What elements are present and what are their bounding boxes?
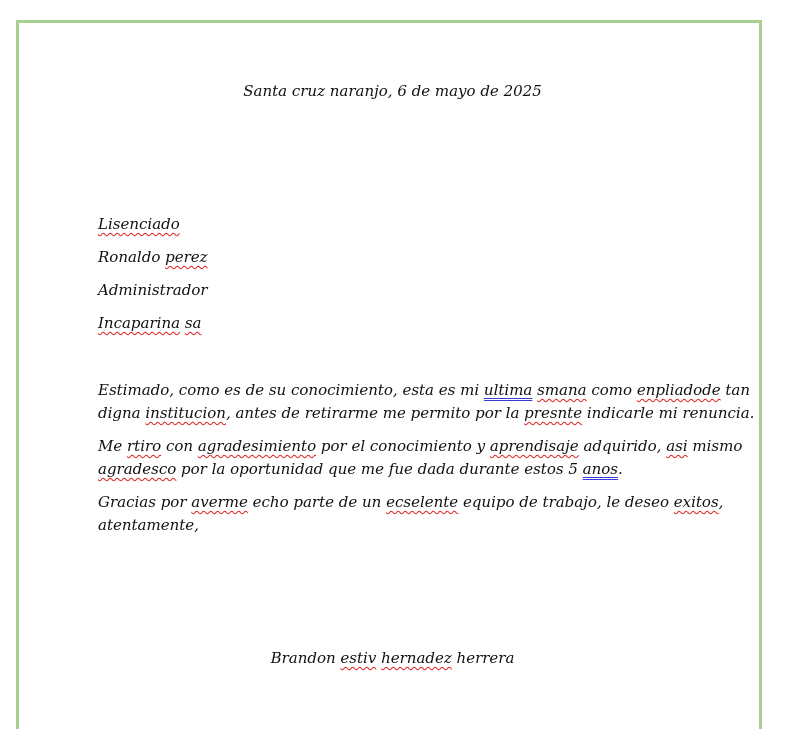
misspelled-word[interactable]: smana <box>537 381 587 399</box>
misspelled-word[interactable]: Lisenciado <box>98 215 180 233</box>
body-text: por la oportunidad que me fue dada durante estos 5 <box>176 460 583 478</box>
body-text: , antes de retirarme me permito por la <box>225 404 525 422</box>
recipient-name <box>98 246 208 268</box>
recipient-company <box>98 312 201 334</box>
closing-text: atentamente, <box>98 516 199 534</box>
body-text: Me <box>98 437 128 455</box>
paragraph-3-line-2 <box>98 514 199 536</box>
misspelled-word[interactable]: ecselente <box>386 493 459 511</box>
signature-line <box>0 647 785 669</box>
date-line <box>0 80 785 102</box>
misspelled-word[interactable]: enpliadode <box>636 381 721 399</box>
body-text: echo parte de un <box>247 493 387 511</box>
body-text: , <box>718 493 724 511</box>
signature-text: herrera <box>451 649 515 667</box>
body-text: digna <box>98 404 146 422</box>
misspelled-word[interactable]: sa <box>184 314 202 332</box>
misspelled-word[interactable]: agradesimiento <box>197 437 317 455</box>
body-text: Estimado, como es de su conocimiento, esta es mi <box>98 381 484 399</box>
misspelled-word[interactable]: asi <box>666 437 688 455</box>
misspelled-word[interactable]: Incaparina <box>98 314 181 332</box>
paragraph-2-line-1 <box>98 435 742 457</box>
body-text: equipo de trabajo, le deseo <box>458 493 674 511</box>
recipient-position <box>98 279 208 301</box>
misspelled-word[interactable]: exitos <box>673 493 719 511</box>
recipient-first-name: Ronaldo <box>98 248 161 266</box>
body-text: como <box>586 381 637 399</box>
body-text: mismo <box>687 437 743 455</box>
body-text: Gracias por <box>98 493 192 511</box>
misspelled-word[interactable]: presnte <box>524 404 583 422</box>
misspelled-word[interactable]: perez <box>165 248 208 266</box>
signature-text: Brandon <box>270 649 341 667</box>
page-border <box>16 20 762 729</box>
misspelled-word[interactable]: institucion <box>145 404 226 422</box>
misspelled-word[interactable]: estiv <box>340 649 377 667</box>
body-text: . <box>617 460 623 478</box>
misspelled-word[interactable]: hernadez <box>381 649 452 667</box>
body-text: con <box>161 437 198 455</box>
paragraph-3-line-1 <box>98 491 723 513</box>
body-text: indicarle mi renuncia. <box>582 404 755 422</box>
recipient-position-text: Administrador <box>98 281 208 299</box>
recipient-title <box>98 213 180 235</box>
body-text: por el conocimiento y <box>316 437 490 455</box>
paragraph-1-line-2 <box>98 402 754 424</box>
misspelled-word[interactable]: averme <box>191 493 248 511</box>
misspelled-word[interactable]: rtiro <box>127 437 162 455</box>
misspelled-word[interactable]: aprendisaje <box>489 437 579 455</box>
grammar-flagged-word[interactable]: anos <box>582 460 618 478</box>
grammar-flagged-word[interactable]: ultima <box>483 381 533 399</box>
misspelled-word[interactable]: agradesco <box>98 460 177 478</box>
body-text: tan <box>720 381 751 399</box>
date-text: Santa cruz naranjo, 6 de mayo de 2025 <box>243 82 542 100</box>
paragraph-1-line-1 <box>98 379 750 401</box>
body-text: adquirido, <box>578 437 667 455</box>
paragraph-2-line-2 <box>98 458 623 480</box>
